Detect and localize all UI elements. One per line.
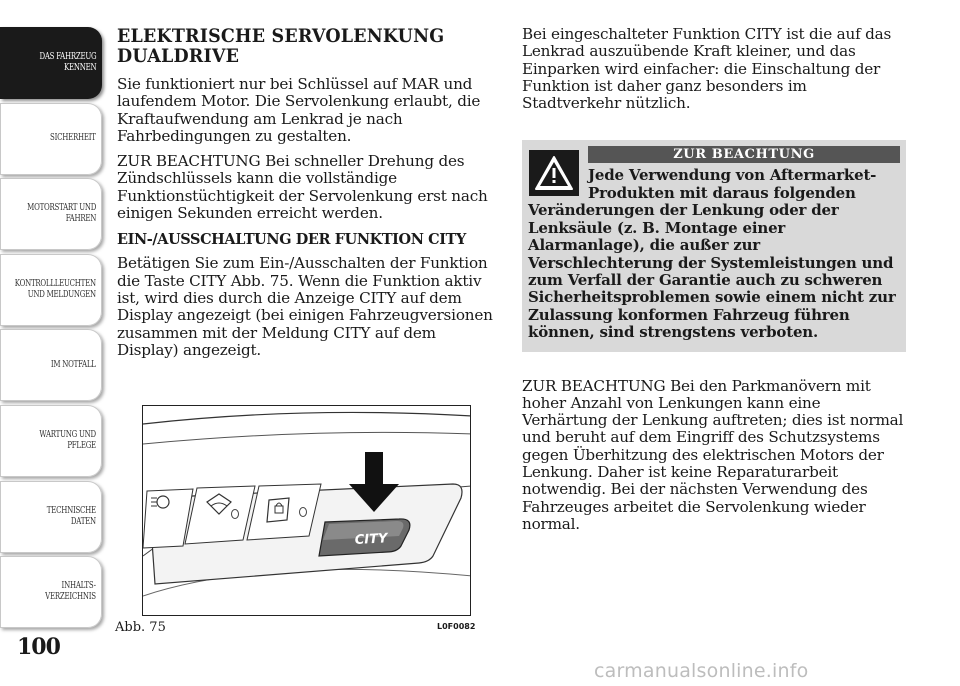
warning-body: Veränderungen der Lenkung oder der Lenksäule (z. B. Montage einer Alarmanlage), die außer zur Verschlechterung der Systemleistungen und zum Verfall der Garantie auch zu schweren Sicherheitsproblemen sowie einem nicht zur Zulassung konformen Fahrzeug führen können, sind strengstens verboten. xyxy=(528,201,896,342)
left-column xyxy=(117,26,497,367)
warning-heading: ZUR BEACHTUNG xyxy=(588,146,900,163)
figure-code: L0F0082 xyxy=(437,622,476,631)
tab-label: IM NOTFALL xyxy=(51,358,96,370)
tab-sicherheit[interactable] xyxy=(0,103,102,175)
figure-caption: Abb. 75 xyxy=(115,620,166,635)
page-number: 100 xyxy=(17,634,60,660)
warning-line: Jede Verwendung von Aftermarket- xyxy=(588,166,877,185)
city-button-label: CITY xyxy=(354,531,388,548)
watermark: carmanualsonline.info xyxy=(594,660,809,682)
paragraph: ZUR BEACHTUNG Bei den Parkmanövern mit hoher Anzahl von Lenkungen kann eine Verhärtung der Lenkung auftreten; dies ist normal und beruht auf dem Eingriff des Schutzsystems gegen Überhitzung des elektrischen Motors der Lenkung. Daher ist keine Reparaturarbeit notwendig. Bei der nächsten Verwendung des Fahrzeuges arbeitet die Servolenkung wieder normal. xyxy=(522,376,904,533)
tab-label: TECHNISCHE DATEN xyxy=(46,504,96,527)
paragraph: Betätigen Sie zum Ein-/Ausschalten der Funktion die Taste CITY Abb. 75. Wenn die Funktion aktiv ist, wird dies durch die Anzeige CITY auf dem Display angezeigt (bei einigen Fahrzeugversionen zusammen mit der Meldung CITY auf dem Display) angezeigt. xyxy=(117,254,493,359)
tab-label: WARTUNG UND PFLEGE xyxy=(39,429,96,451)
paragraph: ZUR BEACHTUNG Bei schneller Drehung des Zündschlüssels kann die vollständige Funktionstüchtigkeit der Servolenkung erst nach einigen Sekunden erreicht werden. xyxy=(117,152,488,223)
paragraph: Sie funktioniert nur bei Schlüssel auf MAR und laufendem Motor. Die Servolenkung erlaubt, die Kraftaufwendung am Lenkrad je nach Fahrbedingungen zu gestalten. xyxy=(117,75,481,145)
tab-label: KONTROLLLEUCHTEN UND MELDUNGEN xyxy=(14,277,96,300)
subheading: EIN-/AUSSCHALTUNG DER FUNKTION CITY xyxy=(117,230,466,249)
tab-label: INHALTS- VERZEICHNIS xyxy=(45,580,96,603)
warning-triangle-icon xyxy=(529,150,579,196)
warning-line: Produkten mit daraus folgenden xyxy=(588,183,856,202)
tab-im-notfall[interactable] xyxy=(0,329,102,401)
tab-label: MOTORSTART UND FAHREN xyxy=(27,202,96,225)
warning-box xyxy=(522,140,906,351)
figure-city-button xyxy=(142,405,471,616)
tab-technische-daten[interactable] xyxy=(0,481,102,553)
city-button xyxy=(319,519,410,556)
chapter-sidebar xyxy=(0,27,102,632)
dashboard-illustration xyxy=(143,406,471,616)
tab-wartung-und-pflege[interactable] xyxy=(0,405,102,477)
right-column xyxy=(522,26,908,541)
tab-motorstart-und-fahren[interactable] xyxy=(0,178,102,250)
tab-das-fahrzeug-kennen[interactable] xyxy=(0,27,102,99)
section-title: ELEKTRISCHE SERVOLENKUNG DUALDRIVE xyxy=(117,25,445,67)
tab-inhaltsverzeichnis[interactable] xyxy=(0,556,102,628)
paragraph: Bei eingeschalteter Funktion CITY ist die auf das Lenkrad auszuübende Kraft kleiner, und das Einparken wird einfacher: die Einschaltung der Funktion ist daher ganz besonders im Stadtverkehr nützlich. xyxy=(522,25,892,113)
warning-text xyxy=(528,167,900,341)
tab-label: SICHERHEIT xyxy=(50,132,96,144)
tab-kontrollleuchten[interactable] xyxy=(0,254,102,326)
tab-label: DAS FAHRZEUG KENNEN xyxy=(39,51,96,73)
